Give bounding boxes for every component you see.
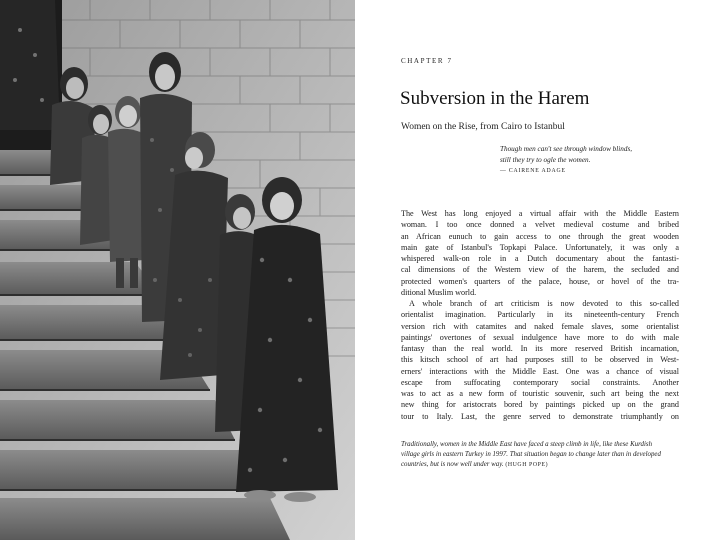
body-line: cal dimensions of the Western view of the harem, the secluded and (401, 265, 679, 275)
body-line: The West has long enjoyed a virtual affair with the Middle Eastern (401, 209, 679, 218)
caption-line: village girls in eastern Turkey in 1997. That situation began to change later than in developed (401, 451, 661, 458)
chapter-subtitle: Women on the Rise, from Cairo to Istanbul (401, 122, 565, 132)
body-line: paintings' overtones of sexual indulgence have more to do with male (401, 332, 679, 342)
body-line: fantasy than the real world. In its more reserved British incarnation, (401, 344, 679, 353)
body-line: escape from suffocating contemporary social constraints. Another (401, 377, 679, 387)
epigraph-line: Though men can't see through window blinds, (500, 145, 633, 153)
body-line: A whole branch of art criticism is now devoted to this so-called (409, 299, 679, 308)
epigraph-attribution: — CAIRENE ADAGE (500, 168, 566, 174)
body-line: this kitsch school of art had purposes still to be observed in West- (401, 355, 679, 365)
text-page (355, 0, 705, 540)
body-line: was to act as a new form of touristic souvenir, such art being the next (401, 389, 679, 398)
body-line: tour to Italy. Last, the genre served to demonstrate triumphantly on (401, 411, 679, 421)
caption-text: countries, but is now well under way. (401, 461, 504, 468)
epigraph (500, 144, 632, 177)
photo-credit: (HUGH POPE) (505, 462, 549, 468)
body-line: protected women's quarters of the palace, house, or hovel of the tra- (401, 276, 679, 286)
body-line: woman. I too once donned a velvet medieval costume and bribed (401, 220, 679, 230)
caption-line (401, 460, 683, 470)
body-line: an African eunuch to gain access to one through the great wooden (401, 231, 679, 241)
chapter-title: Subversion in the Harem (400, 88, 590, 109)
epigraph-line: still they try to ogle the women. (500, 155, 591, 164)
caption-line: Traditionally, women in the Middle East have faced a steep climb in life, like these Kurdish (401, 441, 653, 448)
body-line: new thing for aristocrats bored by paintings picked up on the grand (401, 400, 679, 410)
body-text (401, 208, 679, 422)
chapter-label: CHAPTER 7 (401, 57, 453, 65)
body-line: orientalist imagination. Particularly in its nineteenth-century French (401, 310, 679, 320)
body-line: erners' interactions with the Middle East. One was a chance of visual (401, 366, 679, 376)
body-line: ditional Muslim world. (401, 287, 477, 297)
photo-caption (401, 440, 683, 470)
body-line: main gate of Istanbul's Topkapi Palace. Unfortunately, it was only a (401, 242, 679, 252)
body-line: version rich with catamites and naked female slaves, some orientalist (401, 321, 679, 331)
body-line: whispered walk-on role in a Dutch documentary about the fantasti- (401, 254, 679, 263)
